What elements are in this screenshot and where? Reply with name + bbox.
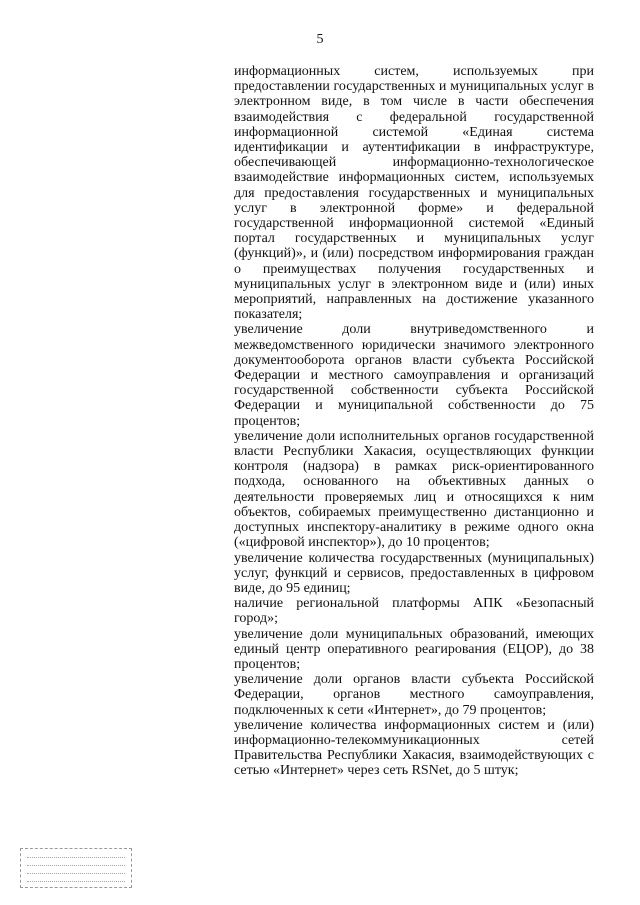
page-number: 5	[316, 32, 324, 47]
paragraph-internet-connection: увеличение доли органов власти субъекта Российской Федерации, органов местного самоуправления, подключенных к сети «Интернет», до 79 процентов;	[234, 672, 594, 718]
registration-stamp	[20, 848, 132, 888]
paragraph-digital-inspector: увеличение доли исполнительных органов государственной власти Республики Хакасия, осуществляющих функции контроля (надзора) в рамках риск-ориентированного подхода, основанного на объективных данных о деятельности проверяемых лиц и относящихся к ним объектов, собираемых преимущественно дистанционно и доступных инспектору-аналитику в режиме одного окна («цифровой инспектор»), до 10 процентов;	[234, 428, 594, 551]
paragraph-electronic-document-flow: увеличение доли внутриведомственного и межведомственного юридически значимого электронного документооборота органов власти субъекта Российской Федерации и местного самоуправления и организаций государственной собственности субъекта Российской Федерации и муниципальной собственности до 75 процентов;	[234, 322, 594, 429]
document-body	[234, 64, 594, 779]
paragraph-ecor: увеличение доли муниципальных образований, имеющих единый центр оперативного реагирования (ЕЦОР), до 38 процентов;	[234, 626, 594, 672]
paragraph-digital-services: увеличение количества государственных (муниципальных) услуг, функций и сервисов, предоставленных в цифровом виде, до 95 единиц;	[234, 550, 594, 596]
paragraph-rsnet: увеличение количества информационных систем и (или) информационно-телекоммуникационных сетей Правительства Республики Хакасия, взаимодействующих с сетью «Интернет» через сеть RSNet, до 5 штук;	[234, 717, 594, 779]
paragraph-safe-city: наличие региональной платформы АПК «Безопасный город»;	[234, 596, 594, 627]
paragraph-information-systems: информационных систем, используемых при предоставлении государственных и муниципальных услуг в электронном виде, в том числе в части обеспечения взаимодействия с федеральной государственной информационной системой «Единая система идентификации и аутентификации в инфраструктуре, обеспечивающей информационно-технологическое взаимодействие информационных систем, используемых для предоставления государственных и муниципальных услуг в электронной форме» и федеральной государственной информационной системой «Единый портал государственных и муниципальных услуг (функций)», и (или) посредством информирования граждан о преимуществах получения государственных и муниципальных услуг в электронном виде и (или) иных мероприятий, направленных на достижение указанного показателя;	[234, 64, 594, 323]
